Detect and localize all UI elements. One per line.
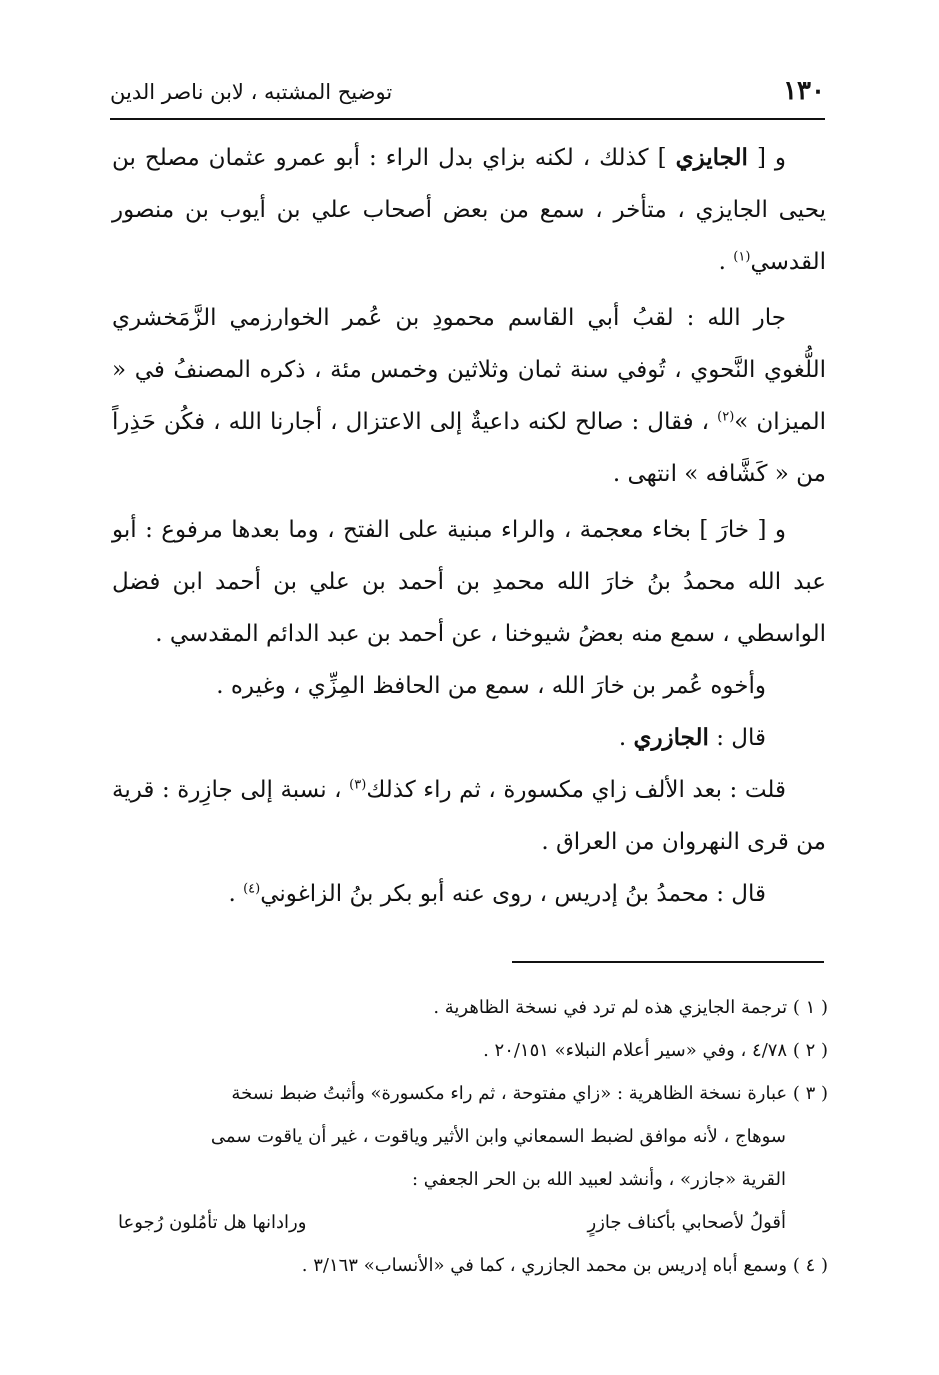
footnote-3: ( ٣ ) عبارة نسخة الظاهرية : «زاي مفتوحة ، ثم راء مكسورة» وأثبتُ ضبط نسخة (231, 1083, 828, 1104)
entry-text: ، نسبة إلى (240, 777, 342, 803)
verse-hemistich: أقولُ لأصحابي بأكناف جازرٍ (587, 1212, 786, 1233)
footnote-ref: (٢) (717, 409, 735, 425)
entry-khar (112, 504, 826, 660)
entry-jarallah (112, 292, 826, 500)
entry-prefix: و [ (756, 145, 787, 171)
footnote-separator (512, 961, 824, 963)
footnote-3-continued: القرية «جازر» ، وأنشد لعبيد الله بن الحر الجعفي : (411, 1169, 786, 1190)
entry-qultu (112, 764, 826, 868)
main-text (112, 132, 826, 920)
entry-text: جار الله : لقبُ أبي القاسم محمودِ بن عُمر الخوارزمي الزَّمَخشري (112, 305, 786, 331)
footnote-ref: (١) (733, 249, 751, 265)
entry-text: المقدسي . (155, 621, 259, 647)
poetry-verse (118, 1201, 828, 1244)
header-rule (110, 118, 825, 120)
entry-text: . (228, 881, 236, 907)
entry-text: . (718, 249, 726, 275)
entry-text: ابن فضل الواسطي ، سمع منه بعضُ شيوخنا ، عن أحمد بن عبد الدائم (112, 569, 826, 647)
entry-jazari (112, 712, 826, 764)
entry-text: ] كذلك ، لكنه بزاي بدل الراء : أبو عمرو عثمان (208, 145, 667, 171)
entry-text: قلت : بعد الألف زاي مكسورة ، ثم راء كذلك (366, 777, 787, 803)
entry-text: قال : محمدُ بنُ إدريس ، روى عنه أبو بكر بنُ الزاغوني (260, 881, 766, 907)
page-header (110, 72, 825, 120)
entry-text: مصلح بن يحيى الجايزي ، متأخر ، سمع من بعض أصحاب علي بن (112, 145, 826, 223)
entry-text: « الميزان » (112, 357, 827, 435)
entry-text: ، فقال : صالح لكنه داعيةٌ إلى الاعتزال ، أجارنا الله ، فكُن (163, 409, 710, 435)
entry-term: الجازري (633, 724, 709, 751)
entry-text: وأخوه عُمر بن خارَ الله ، سمع من الحافظ المِزِّي ، وغيره . (216, 673, 766, 699)
footnote-4: ( ٤ ) وسمع أباه إدريس بن محمد الجازري ، كما في «الأنساب» ٣/١٦٣ . (301, 1255, 828, 1276)
footnote-3-continued: سوهاج ، لأنه موافق لضبط السمعاني وابن الأثير وياقوت ، غير أن ياقوت سمى (210, 1126, 786, 1147)
footnotes (118, 986, 828, 1287)
entry-brother (112, 660, 826, 712)
entry-text: و [ خارَ ] بخاء معجمة ، والراء مبنية على الفتح ، وما بعدها (231, 517, 786, 543)
entry-prefix: قال : (716, 725, 766, 751)
footnote-1: ( ١ ) ترجمة الجايزي هذه لم ترد في نسخة الظاهرية . (433, 997, 828, 1018)
verse-hemistich: ورادانها هل تأمُلون رُجوعا (118, 1212, 307, 1233)
entry-text: مرفوع : أبو عبد الله محمدُ بنُ خارَ الله محمدِ بن أحمد بن علي بن أحمد (112, 517, 826, 595)
entry-text: اللُّغوي النَّحوي ، تُوفي سنة ثمان وثلاثين وخمس مئة ، ذكره المصنفُ في (134, 357, 826, 383)
entry-text: . (618, 725, 627, 751)
footnote-2: ( ٢ ) ٤/٧٨ ، وفي «سير أعلام النبلاء» ٢٠/١٥١ . (483, 1040, 828, 1061)
footnote-ref: (٤) (243, 881, 261, 897)
footnote-ref: (٣) (349, 777, 367, 793)
page-number: ١٣٠ (783, 76, 825, 106)
entry-ibn-idris (112, 868, 826, 920)
running-title: توضيح المشتبه ، لابن ناصر الدين (110, 80, 393, 104)
entry-text: حَذِراً من « كَشَّافه » انتهى . (112, 409, 826, 487)
entry-text: أيوب بن منصور القدسي (112, 197, 826, 275)
entry-text: جازِرة : قرية من قرى النهروان من العراق . (112, 777, 826, 855)
entry-term: الجايزي (675, 144, 748, 171)
entry-jayizi (112, 132, 826, 288)
